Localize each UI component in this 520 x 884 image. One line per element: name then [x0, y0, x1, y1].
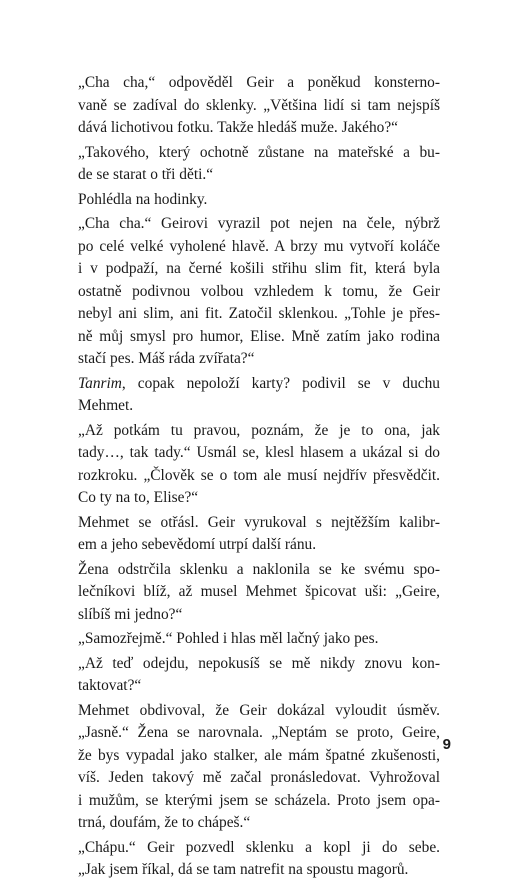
paragraph	[78, 72, 440, 140]
page-number: 9	[442, 736, 451, 753]
paragraph	[78, 420, 440, 510]
body-text	[78, 72, 440, 884]
text-line: tady…, tak tady.“ Usmál se, klesl hlasem a ukázal si do	[78, 444, 440, 461]
paragraph	[78, 189, 440, 212]
text-line: „Samozřejmě.“ Pohled i hlas měl lačný jako pes.	[78, 630, 379, 647]
text-line: nebyl ani slim, ani fit. Zatočil sklenkou. „Tohle je přes-	[78, 305, 440, 322]
text-line: Mehmet se otřásl. Geir vyrukoval s nejtěžším kalibr-	[78, 513, 440, 531]
text-line: Co ty na to, Elise?“	[78, 489, 199, 506]
text-line: po celé velké vyholené hlavě. A brzy mu vytvoří koláče	[78, 237, 440, 255]
paragraph	[78, 837, 440, 882]
text-line: em a jeho sebevědomí utrpí další ránu.	[78, 536, 317, 553]
text-line: Žena odstrčila sklenku a naklonila se ke svému spo-	[78, 560, 440, 578]
text-line: „Až potkám tu pravou, poznám, že je to ona, jak	[78, 421, 440, 439]
paragraph	[78, 512, 440, 557]
text-line: trná, doufám, že to chápeš.“	[78, 814, 251, 831]
text-line: i mužům, se kterými jsem se scházela. Proto jsem opa-	[78, 791, 440, 809]
paragraph	[78, 213, 440, 371]
text-line: že bys vypadal jako stalker, ale mám špatné zkušenosti,	[78, 746, 440, 764]
text-line: víš. Jeden takový mě začal pronásledovat. Vyhrožoval	[78, 769, 440, 786]
text-line: „Takového, který ochotně zůstane na mateřské a bu-	[78, 143, 440, 161]
text-line: de se starat o tři děti.“	[78, 166, 214, 183]
text-line: i v podpaží, na černé košili střihu slim fit, která byla	[78, 260, 440, 277]
text-line: ně můj smysl pro humor, Elise. Mně zatím jako rodina	[78, 327, 440, 345]
text-line: „Jasně.“ Žena se narovnala. „Neptám se proto, Geire,	[78, 724, 440, 741]
text-line: Pohlédla na hodinky.	[78, 190, 208, 208]
text-line: „Cha cha,“ odpověděl Geir a poněkud konsterno-	[78, 74, 440, 91]
text-line: dává lichotivou fotku. Takže hledáš muže. Jakého?“	[78, 119, 399, 136]
text-line: stačí pes. Máš ráda zvířata?“	[78, 350, 255, 367]
paragraph	[78, 373, 440, 418]
text-line	[78, 373, 440, 396]
italic-word: Tanrim	[78, 374, 122, 392]
text-line: „Jak jsem říkal, dá se tam natrefit na spoustu magorů.	[78, 861, 409, 878]
text-line: „Cha cha.“ Geirovi vyrazil pot nejen na čele, nýbrž	[78, 215, 440, 232]
paragraph	[78, 700, 440, 835]
text-line: lečníkovi blíž, až musel Mehmet špicovat uši: „Geire,	[78, 583, 440, 600]
paragraph-gap	[78, 882, 440, 884]
text-line: slíbíš mi jedno?“	[78, 605, 183, 623]
text-line: ostatně podivnou volbou vzhledem k tomu, že Geir	[78, 282, 440, 300]
text-line: Mehmet obdivoval, že Geir dokázal vyloudit úsměv.	[78, 701, 440, 719]
text-line: taktovat?“	[78, 677, 142, 694]
paragraph	[78, 559, 440, 627]
text-line: vaně se zadíval do sklenky. „Většina lidí si tam nejspíš	[78, 96, 440, 114]
text-line: Mehmet.	[78, 397, 134, 414]
paragraph	[78, 628, 440, 651]
paragraph	[78, 142, 440, 187]
text-line: „Chápu.“ Geir pozvedl sklenku a kopl ji do sebe.	[78, 838, 440, 856]
text-line: „Až teď odejdu, nepokusíš se mě nikdy znovu kon-	[78, 654, 440, 672]
text-line: rozkroku. „Člověk se o tom ale musí nejdřív přesvědčit.	[78, 466, 440, 484]
text-line-rest: , copak nepoloží karty? podivil se v duchu	[121, 374, 440, 392]
paragraph	[78, 653, 440, 698]
